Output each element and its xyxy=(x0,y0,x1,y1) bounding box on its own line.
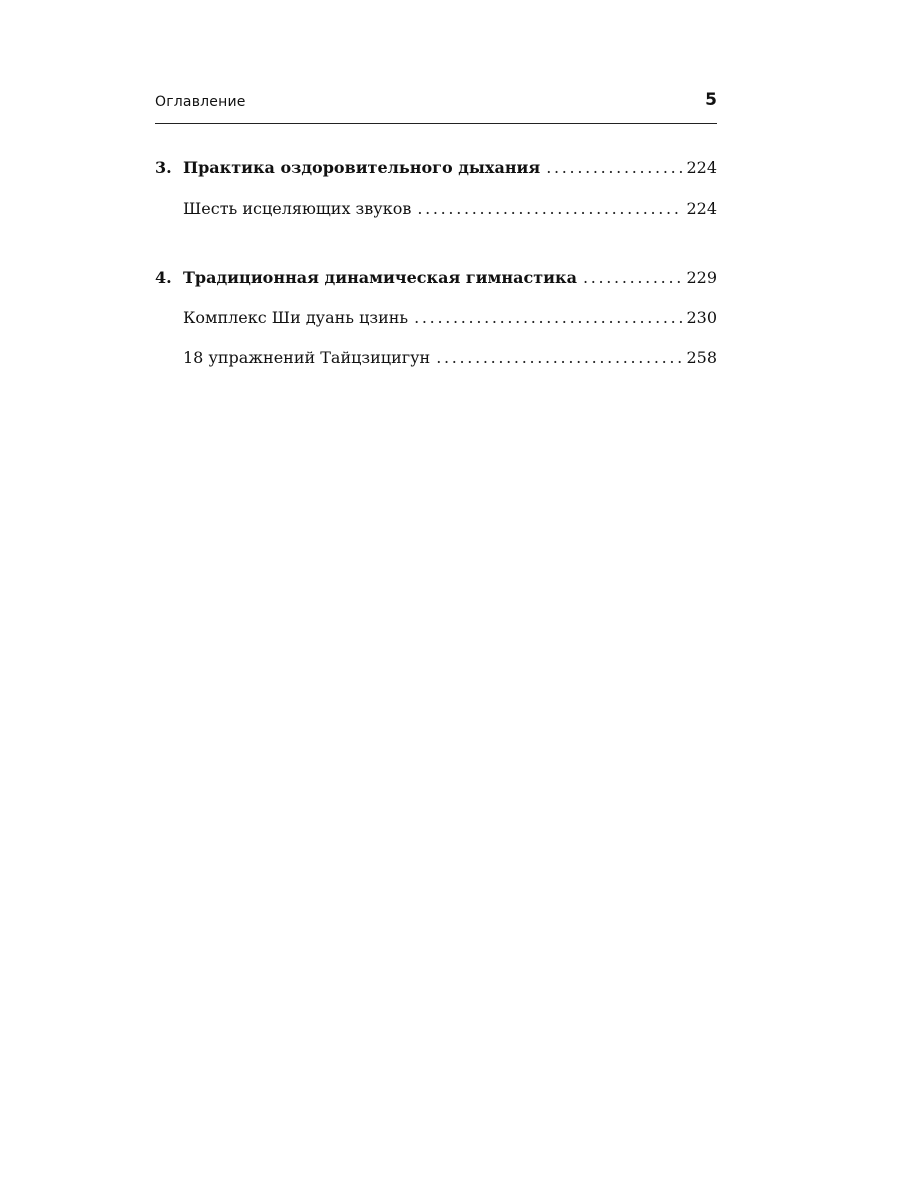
item-page: 224 xyxy=(686,199,717,218)
chapter-page: 224 xyxy=(686,158,717,177)
toc-chapter-3[interactable] xyxy=(155,158,717,184)
dot-leader xyxy=(414,308,682,327)
running-head xyxy=(155,90,717,114)
running-head-title: Оглавление xyxy=(155,94,246,110)
dot-leader xyxy=(436,348,682,367)
item-title: Комплекс Ши дуань цзинь xyxy=(183,308,409,327)
dot-leader xyxy=(583,268,683,287)
page-number: 5 xyxy=(705,90,717,110)
item-title: Шесть исцеляющих звуков xyxy=(183,199,412,218)
chapter-number: 4. xyxy=(155,268,172,287)
toc-item-six-healing-sounds[interactable] xyxy=(155,199,717,225)
chapter-title: Традиционная динамическая гимнастика xyxy=(183,268,577,287)
item-page: 230 xyxy=(686,308,717,327)
toc-item-shi-duan-jin[interactable] xyxy=(155,308,717,334)
toc-chapter-4[interactable] xyxy=(155,268,717,294)
dot-leader xyxy=(546,158,682,177)
item-title: 18 упражнений Тайцзицигун xyxy=(183,348,431,367)
dot-leader xyxy=(417,199,682,218)
chapter-title: Практика оздоровительного дыхания xyxy=(183,158,541,177)
chapter-page: 229 xyxy=(686,268,717,287)
item-page: 258 xyxy=(686,348,717,367)
header-rule xyxy=(155,123,717,124)
toc-item-18-taijiqigong[interactable] xyxy=(155,348,717,374)
chapter-number: 3. xyxy=(155,158,172,177)
